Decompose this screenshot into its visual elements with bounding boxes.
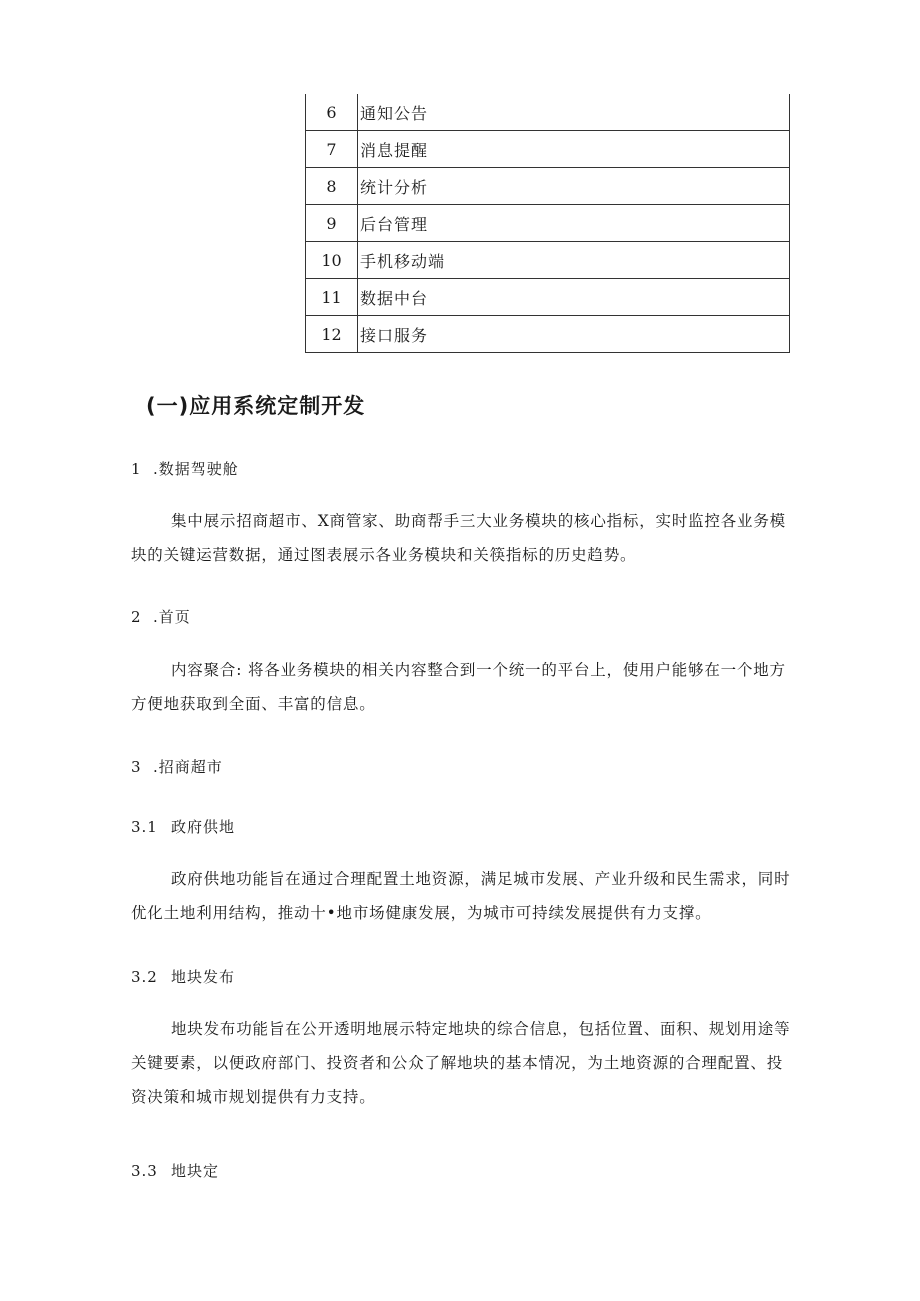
paragraph: 地块发布功能旨在公开透明地展示特定地块的综合信息，包括位置、面积、规划用途等关键要素，以便政府部门、投资者和公众了解地块的基本情况，为土地资源的合理配置、投资决策和城市规划提供有力支持。 bbox=[131, 1020, 791, 1106]
table-row bbox=[306, 168, 790, 205]
heading-title: 地块定 bbox=[171, 1162, 220, 1180]
heading-title: 政府供地 bbox=[171, 818, 236, 836]
row-module-name: 手机移动端 bbox=[358, 242, 790, 279]
table-row bbox=[306, 131, 790, 168]
row-module-name: 统计分析 bbox=[358, 168, 790, 205]
table-row bbox=[306, 205, 790, 242]
heading-number: 3.2 bbox=[131, 968, 158, 986]
row-number: 11 bbox=[306, 279, 358, 316]
row-number: 7 bbox=[306, 131, 358, 168]
row-number: 12 bbox=[306, 316, 358, 353]
item-heading bbox=[131, 458, 239, 479]
item-heading bbox=[131, 606, 191, 627]
heading-number: 2 bbox=[131, 608, 142, 626]
heading-number: 1 bbox=[131, 460, 142, 478]
heading-title: .数据驾驶舱 bbox=[153, 460, 239, 478]
row-module-name: 通知公告 bbox=[358, 94, 790, 131]
heading-number: 3 bbox=[131, 758, 142, 776]
row-number: 6 bbox=[306, 94, 358, 131]
paragraph: 内容聚合: 将各业务模块的相关内容整合到一个统一的平台上，使用户能够在一个地方方便地获取到全面、丰富的信息。 bbox=[131, 661, 786, 713]
item-heading bbox=[131, 1160, 219, 1181]
table-row bbox=[306, 94, 790, 131]
module-table bbox=[305, 94, 790, 353]
row-number: 9 bbox=[306, 205, 358, 242]
row-number: 8 bbox=[306, 168, 358, 205]
heading-number: 3.1 bbox=[131, 818, 158, 836]
section-title: (一)应用系统定制开发 bbox=[146, 394, 366, 418]
row-module-name: 数据中台 bbox=[358, 279, 790, 316]
item-heading bbox=[131, 816, 235, 837]
row-module-name: 接口服务 bbox=[358, 316, 790, 353]
table-row bbox=[306, 279, 790, 316]
item-heading bbox=[131, 756, 223, 777]
paragraph: 集中展示招商超市、X商管家、助商帮手三大业务模块的核心指标，实时监控各业务模块的关键运营数据，通过图表展示各业务模块和关筷指标的历史趋势。 bbox=[131, 512, 786, 564]
heading-title: 地块发布 bbox=[171, 968, 236, 986]
table-row bbox=[306, 316, 790, 353]
paragraph: 政府供地功能旨在通过合理配置土地资源，满足城市发展、产业升级和民生需求，同时优化土地利用结构，推动十•地市场健康发展，为城市可持续发展提供有力支撑。 bbox=[131, 870, 791, 922]
row-module-name: 消息提醒 bbox=[358, 131, 790, 168]
item-heading bbox=[131, 966, 235, 987]
heading-title: .招商超市 bbox=[153, 758, 223, 776]
table-row bbox=[306, 242, 790, 279]
row-number: 10 bbox=[306, 242, 358, 279]
heading-title: .首页 bbox=[153, 608, 191, 626]
heading-number: 3.3 bbox=[131, 1162, 158, 1180]
row-module-name: 后台管理 bbox=[358, 205, 790, 242]
